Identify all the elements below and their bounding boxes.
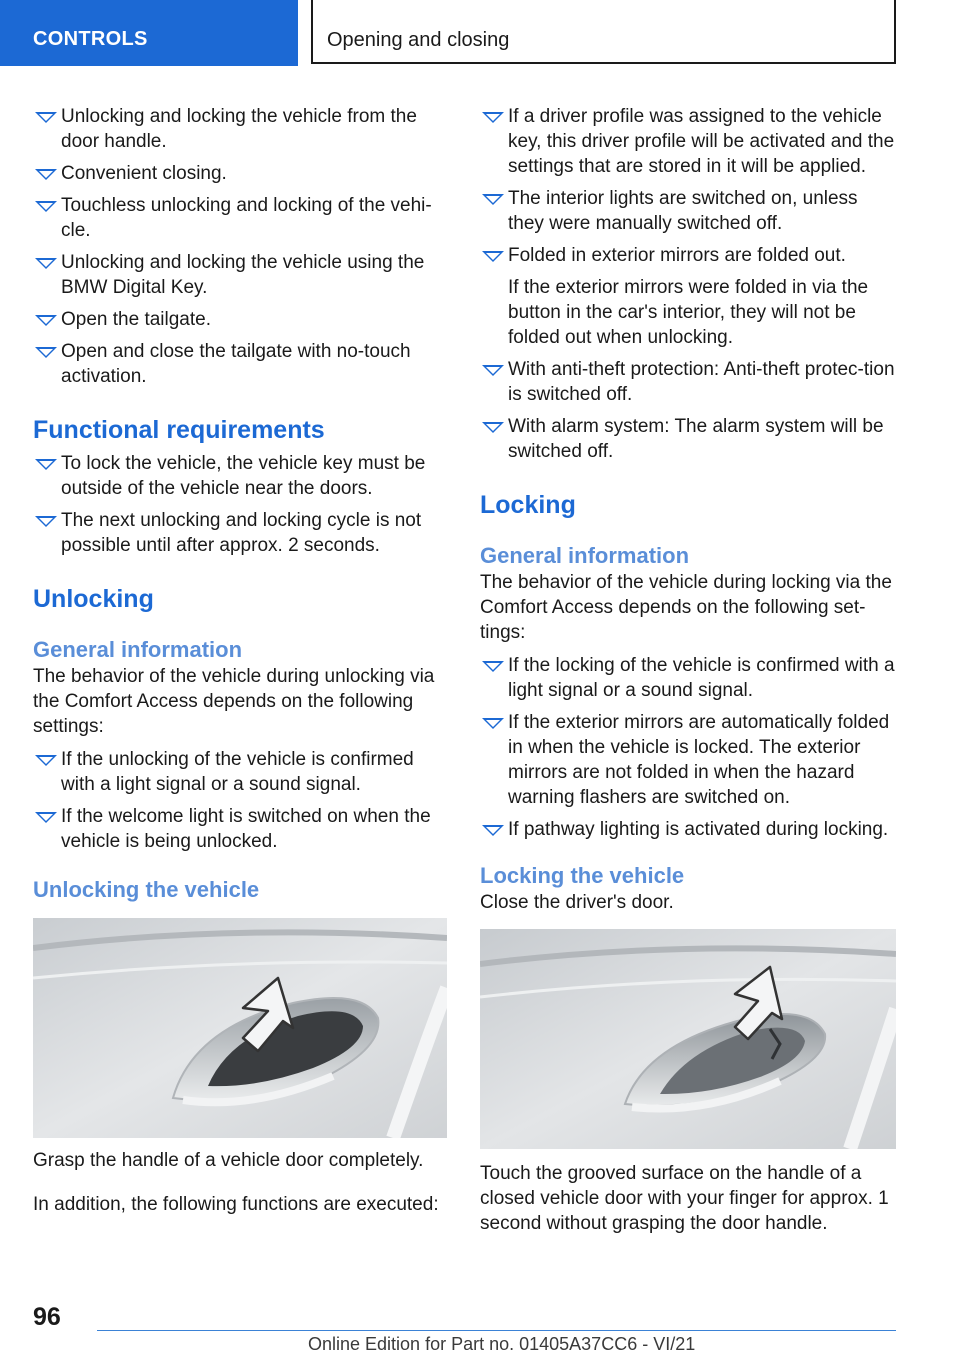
unlocking-heading: Unlocking: [33, 585, 154, 613]
list-item: If the exterior mirrors are automatically folded in when the vehicle is locked. The exterior mirrors are not folded in when the hazard warning flashers are switched on.: [480, 710, 896, 810]
triangle-bullet-icon: [35, 459, 57, 470]
list-item: Unlocking and locking the vehicle using the BMW Digital Key.: [33, 250, 447, 300]
triangle-bullet-icon: [482, 422, 504, 433]
list-item: If the welcome light is switched on when the vehicle is being unlocked.: [33, 804, 447, 854]
locking-heading: Locking: [480, 491, 576, 519]
door-handle-grasp-image: [33, 918, 447, 1138]
page-number: 96: [33, 1303, 61, 1331]
triangle-bullet-icon: [482, 251, 504, 262]
section-tab: CONTROLS: [0, 0, 298, 66]
triangle-bullet-icon: [35, 516, 57, 527]
list-item: If the unlocking of the vehicle is confirmed with a light signal or a sound signal.: [33, 747, 447, 797]
triangle-bullet-icon: [35, 201, 57, 212]
triangle-bullet-icon: [35, 347, 57, 358]
door-handle-grasp-illustration: [33, 918, 447, 1138]
locking-instruction: Close the driver's door.: [480, 892, 674, 913]
triangle-bullet-icon: [482, 112, 504, 123]
general-information-heading: General information: [480, 543, 690, 568]
right-column: [480, 104, 896, 1236]
list-item: Touchless unlocking and locking of the vehi-cle.: [33, 193, 447, 243]
list-item: Open the tailgate.: [33, 307, 447, 332]
triangle-bullet-icon: [35, 755, 57, 766]
triangle-bullet-icon: [482, 825, 504, 836]
triangle-bullet-icon: [35, 112, 57, 123]
list-item: With anti-theft protection: Anti-theft protec-tion is switched off.: [480, 357, 896, 407]
mirror-note: If the exterior mirrors were folded in via the button in the car's interior, they will not be folded out when unlocking.: [508, 277, 869, 348]
footer-divider: [97, 1330, 896, 1331]
general-information-text: The behavior of the vehicle during unlocking via the Comfort Access depends on the following settings:: [33, 666, 435, 737]
edition-footer: Online Edition for Part no. 01405A37CC6 - VI/21: [308, 1334, 696, 1354]
triangle-bullet-icon: [482, 661, 504, 672]
triangle-bullet-icon: [35, 812, 57, 823]
requirements-list: [33, 451, 447, 558]
list-item: The next unlocking and locking cycle is not possible until after approx. 2 seconds.: [33, 508, 447, 558]
triangle-bullet-icon: [482, 365, 504, 376]
list-item: If a driver profile was assigned to the vehicle key, this driver profile will be activated and the settings that are stored in it will be applied.: [480, 104, 896, 179]
feature-list: [33, 104, 447, 389]
list-item: With alarm system: The alarm system will be switched off.: [480, 414, 896, 464]
functions-intro: In addition, the following functions are executed:: [33, 1194, 439, 1215]
list-item: Open and close the tailgate with no-touch activation.: [33, 339, 447, 389]
list-item: If pathway lighting is activated during locking.: [480, 817, 896, 842]
door-handle-touch-image: [480, 929, 896, 1149]
locking-vehicle-heading: Locking the vehicle: [480, 863, 685, 888]
left-column: [33, 104, 447, 1217]
settings-list: [33, 747, 447, 854]
door-handle-touch-illustration: [480, 929, 896, 1149]
functional-requirements-heading: Functional requirements: [33, 416, 325, 444]
triangle-bullet-icon: [482, 194, 504, 205]
triangle-bullet-icon: [35, 258, 57, 269]
list-item: Folded in exterior mirrors are folded out. If the exterior mirrors were folded in via the button in the car's interior, they will not be folded out when unlocking.: [480, 243, 896, 350]
list-item: To lock the vehicle, the vehicle key must be outside of the vehicle near the doors.: [33, 451, 447, 501]
list-item: If the locking of the vehicle is confirmed with a light signal or a sound signal.: [480, 653, 896, 703]
unlocking-vehicle-heading: Unlocking the vehicle: [33, 877, 260, 902]
general-information-heading: General information: [33, 637, 243, 662]
triangle-bullet-icon: [35, 169, 57, 180]
grasp-caption: Grasp the handle of a vehicle door completely.: [33, 1150, 424, 1171]
list-item: Unlocking and locking the vehicle from the door handle.: [33, 104, 447, 154]
touch-caption: Touch the grooved surface on the handle of a closed vehicle door with your finger for approx. 1 second without grasping the door handle.: [480, 1163, 889, 1234]
general-information-text: The behavior of the vehicle during locking via the Comfort Access depends on the following set-tings:: [480, 572, 892, 643]
triangle-bullet-icon: [482, 718, 504, 729]
list-item: Convenient closing.: [33, 161, 447, 186]
list-item: The interior lights are switched on, unless they were manually switched off.: [480, 186, 896, 236]
triangle-bullet-icon: [35, 315, 57, 326]
locking-settings-list: [480, 653, 896, 842]
unlock-functions-list: [480, 104, 896, 464]
chapter-title: Opening and closing: [311, 0, 896, 64]
